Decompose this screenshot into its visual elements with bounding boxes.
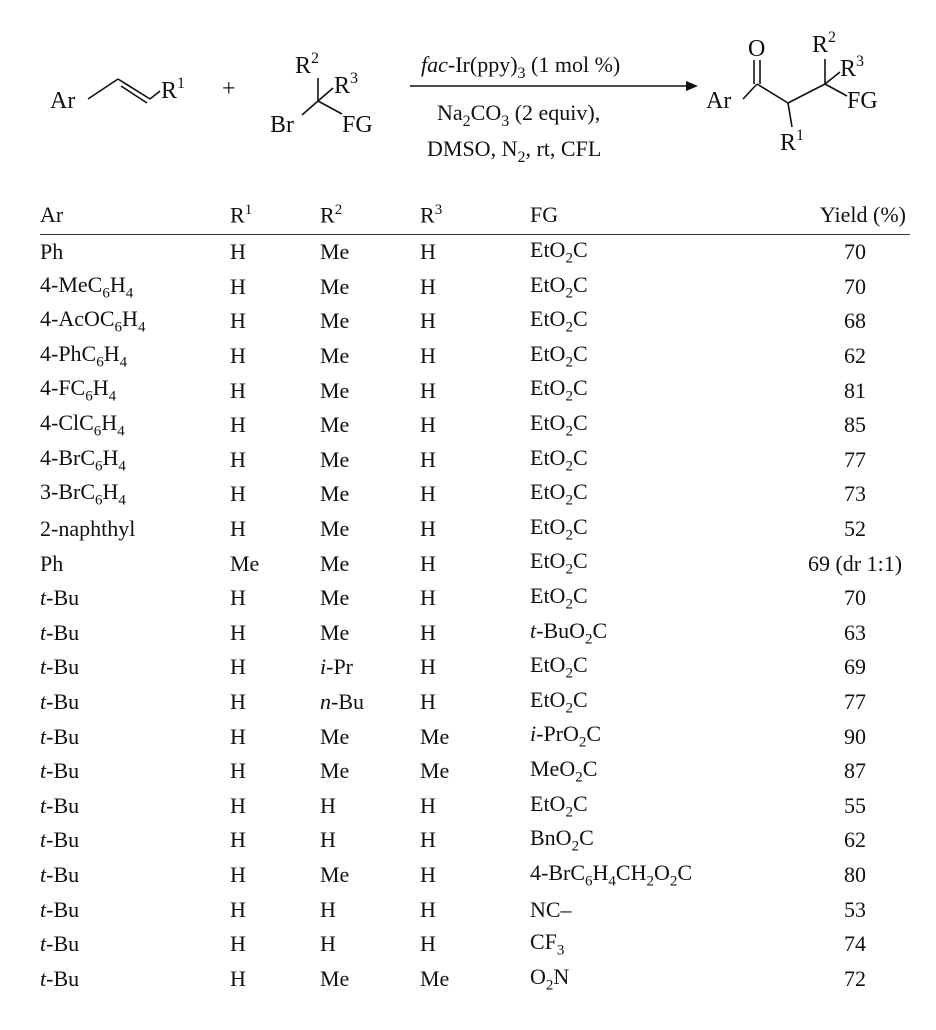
cell-yield: 87 <box>844 758 866 784</box>
cell-yield: 69 (dr 1:1) <box>807 550 903 576</box>
cell-yield: 55 <box>844 792 866 818</box>
cell-yield: 53 <box>844 896 866 922</box>
product-r2-label: $R^2$ <box>812 29 837 58</box>
table-row <box>40 477 910 512</box>
cell-r2: Me <box>320 861 350 887</box>
table-row <box>40 581 910 616</box>
condition-catalyst: fac-$Ir(ppy)_3$ (1 mol %) <box>421 52 621 82</box>
cell-ar: $4-FC_6H_4$ <box>40 375 117 405</box>
cell-ar: t-Bu <box>40 758 80 784</box>
cell-fg: BnO$_2$C <box>530 825 594 855</box>
cell-r3: Me <box>420 758 450 784</box>
cell-fg: EtO$_2$C <box>530 583 588 613</box>
results-table <box>40 196 910 996</box>
cell-r3: H <box>420 343 436 369</box>
product-r1-label: $R^1$ <box>780 127 805 156</box>
cell-r3: H <box>420 273 436 299</box>
cell-fg: EtO$_2$C <box>530 375 588 405</box>
cell-yield: 81 <box>844 377 866 403</box>
cell-ar: t-Bu <box>40 965 80 991</box>
cell-ar: t-Bu <box>40 689 80 715</box>
cell-r2: Me <box>320 308 350 334</box>
cell-yield: 70 <box>844 273 866 299</box>
cell-ar: $4-ClC_6H_4$ <box>40 410 125 440</box>
table-row <box>40 546 910 581</box>
cell-yield: 62 <box>844 343 866 369</box>
cell-ar: t-Bu <box>40 792 80 818</box>
table-row <box>40 823 910 858</box>
cell-r2: n-Bu <box>320 689 364 715</box>
product-bond-fg <box>825 84 847 96</box>
cell-yield: 90 <box>844 723 866 749</box>
table-row <box>40 443 910 478</box>
table-row <box>40 685 910 720</box>
cell-r2: H <box>320 827 336 853</box>
cell-r3: H <box>420 792 436 818</box>
cell-r1: H <box>230 377 246 403</box>
cell-yield: 77 <box>844 446 866 472</box>
cell-r2: Me <box>320 758 350 784</box>
cell-r2: Me <box>320 273 350 299</box>
cell-fg: EtO$_2$C <box>530 410 588 440</box>
cell-r2: Me <box>320 239 350 265</box>
cell-ar: $3-BrC_6H_4$ <box>40 479 126 509</box>
cell-r3: H <box>420 861 436 887</box>
results-table-wrapper <box>40 196 906 996</box>
cell-r3: H <box>420 377 436 403</box>
reaction-scheme <box>0 0 936 195</box>
table-row <box>40 235 910 270</box>
table-row <box>40 616 910 651</box>
table-header-row <box>40 196 910 235</box>
product-bond-ar <box>743 84 757 99</box>
cell-r1: H <box>230 792 246 818</box>
cell-yield: 70 <box>844 239 866 265</box>
cell-r2: i-Pr <box>320 654 354 680</box>
alkene-r1-label: $R^1$ <box>161 75 186 104</box>
product-bond-cb <box>788 84 825 103</box>
cell-r2: Me <box>320 516 350 542</box>
product-o-label: O <box>748 36 766 62</box>
cell-fg: i-PrO$_2$C <box>530 721 602 751</box>
cell-ar: 2-naphthyl <box>40 516 136 542</box>
cell-r3: H <box>420 550 436 576</box>
cell-r3: H <box>420 446 436 472</box>
cell-yield: 85 <box>844 412 866 438</box>
table-row <box>40 892 910 927</box>
table-row <box>40 339 910 374</box>
cell-r2: Me <box>320 343 350 369</box>
cell-r1: H <box>230 273 246 299</box>
cell-r1: H <box>230 585 246 611</box>
bromide-bond-fg <box>318 101 342 114</box>
product-r3-label: $R^3$ <box>840 53 865 82</box>
reaction-arrow-head <box>686 81 698 91</box>
table-row <box>40 650 910 685</box>
cell-ar: t-Bu <box>40 931 80 957</box>
alkene-ar-label: Ar <box>50 88 76 114</box>
table-row <box>40 270 910 305</box>
cell-fg: $4-BrC_6H_4CH_2O_2C$ <box>530 859 693 890</box>
header-r2: $R^2$ <box>320 201 343 228</box>
cell-fg: NC– <box>530 896 572 922</box>
cell-r3: H <box>420 308 436 334</box>
cell-r1: H <box>230 723 246 749</box>
cell-r1: H <box>230 931 246 957</box>
cell-ar: t-Bu <box>40 585 80 611</box>
bromide-fg-label: FG <box>342 112 373 138</box>
product-structure <box>706 29 878 156</box>
header-yield: Yield (%) <box>819 202 906 227</box>
header-ar: Ar <box>40 202 64 227</box>
cell-yield: 72 <box>844 965 866 991</box>
bromide-bond-br <box>302 101 318 115</box>
cell-r2: Me <box>320 585 350 611</box>
cell-r1: H <box>230 343 246 369</box>
product-bond-ca <box>757 84 788 103</box>
cell-fg: EtO$_2$C <box>530 237 588 267</box>
table-row <box>40 512 910 547</box>
cell-r2: H <box>320 931 336 957</box>
cell-fg: t-BuO$_2$C <box>530 617 608 648</box>
condition-base: $Na_2CO_3$ (2 equiv), <box>437 100 601 130</box>
reaction-conditions <box>410 52 698 166</box>
cell-r3: H <box>420 654 436 680</box>
cell-r2: Me <box>320 412 350 438</box>
cell-ar: t-Bu <box>40 723 80 749</box>
cell-fg: EtO$_2$C <box>530 548 588 578</box>
cell-r2: H <box>320 792 336 818</box>
product-bond-r3 <box>825 72 840 84</box>
cell-yield: 52 <box>844 516 866 542</box>
cell-fg: $O_2N$ <box>530 963 570 993</box>
cell-yield: 70 <box>844 585 866 611</box>
cell-fg: $CF_3$ <box>530 928 565 959</box>
cell-fg: EtO$_2$C <box>530 444 588 475</box>
cell-r2: Me <box>320 377 350 403</box>
cell-r1: H <box>230 861 246 887</box>
cell-r2: Me <box>320 965 350 991</box>
table-row <box>40 719 910 754</box>
cell-ar: $4-AcOC_6H_4$ <box>40 306 146 336</box>
table-row <box>40 373 910 408</box>
condition-solvent: DMSO, $N_2$, rt, CFL <box>427 136 602 166</box>
cell-r2: Me <box>320 550 350 576</box>
cell-r3: H <box>420 896 436 922</box>
product-bond-r1 <box>788 103 792 127</box>
cell-ar: $4-PhC_6H_4$ <box>40 340 128 371</box>
alkene-double-bond <box>118 79 150 99</box>
cell-r1: H <box>230 308 246 334</box>
cell-r1: H <box>230 516 246 542</box>
cell-r2: Me <box>320 723 350 749</box>
cell-r3: H <box>420 689 436 715</box>
cell-r3: Me <box>420 723 450 749</box>
cell-r1: Me <box>230 550 260 576</box>
cell-yield: 69 <box>844 654 866 680</box>
cell-yield: 77 <box>844 689 866 715</box>
cell-r1: H <box>230 758 246 784</box>
cell-fg: MeO$_2$C <box>530 756 598 786</box>
table-row <box>40 789 910 824</box>
cell-ar: $4-MeC_6H_4$ <box>40 271 134 302</box>
cell-r3: H <box>420 619 436 645</box>
table-row <box>40 408 910 443</box>
cell-r3: H <box>420 516 436 542</box>
table-row <box>40 927 910 962</box>
alkene-reactant <box>50 75 185 114</box>
cell-r3: H <box>420 412 436 438</box>
cell-r3: H <box>420 585 436 611</box>
cell-ar: t-Bu <box>40 896 80 922</box>
table-row <box>40 754 910 789</box>
cell-ar: t-Bu <box>40 619 80 645</box>
table-row <box>40 304 910 339</box>
header-fg: FG <box>530 202 559 227</box>
cell-r1: H <box>230 619 246 645</box>
cell-r2: Me <box>320 619 350 645</box>
cell-r3: H <box>420 931 436 957</box>
plus-sign: + <box>222 76 236 102</box>
cell-yield: 63 <box>844 619 866 645</box>
alkene-bond-2 <box>150 91 160 99</box>
cell-ar: Ph <box>40 550 64 576</box>
header-r1: $R^1$ <box>230 201 253 228</box>
cell-fg: EtO$_2$C <box>530 479 588 509</box>
cell-r3: Me <box>420 965 450 991</box>
cell-yield: 80 <box>844 861 866 887</box>
cell-ar: $4-BrC_6H_4$ <box>40 444 126 475</box>
cell-ar: Ph <box>40 239 64 265</box>
cell-fg: EtO$_2$C <box>530 306 588 336</box>
table-row <box>40 961 910 996</box>
cell-ar: t-Bu <box>40 861 80 887</box>
cell-r1: H <box>230 896 246 922</box>
cell-ar: t-Bu <box>40 654 80 680</box>
cell-fg: EtO$_2$C <box>530 513 588 544</box>
bromide-bond-r3 <box>318 88 333 101</box>
cell-r1: H <box>230 412 246 438</box>
product-ar-label: Ar <box>706 88 732 114</box>
cell-r1: H <box>230 965 246 991</box>
cell-r3: H <box>420 239 436 265</box>
cell-r3: H <box>420 481 436 507</box>
bromide-br-label: Br <box>270 112 294 138</box>
cell-fg: EtO$_2$C <box>530 686 588 717</box>
bromide-r2-label: $R^2$ <box>295 50 320 79</box>
cell-yield: 62 <box>844 827 866 853</box>
cell-fg: EtO$_2$C <box>530 790 588 820</box>
bromide-reactant <box>270 50 373 138</box>
product-fg-label: FG <box>847 88 878 114</box>
cell-r1: H <box>230 239 246 265</box>
cell-r1: H <box>230 481 246 507</box>
cell-r3: H <box>420 827 436 853</box>
cell-yield: 74 <box>844 931 866 957</box>
cell-r2: H <box>320 896 336 922</box>
table-body <box>40 235 910 997</box>
cell-ar: t-Bu <box>40 827 80 853</box>
alkene-bond-1 <box>88 79 118 99</box>
cell-fg: EtO$_2$C <box>530 271 588 302</box>
cell-r1: H <box>230 654 246 680</box>
cell-r2: Me <box>320 481 350 507</box>
cell-r1: H <box>230 689 246 715</box>
bromide-r3-label: $R^3$ <box>334 70 359 99</box>
cell-r1: H <box>230 827 246 853</box>
cell-yield: 68 <box>844 308 866 334</box>
cell-r2: Me <box>320 446 350 472</box>
cell-yield: 73 <box>844 481 866 507</box>
cell-fg: EtO$_2$C <box>530 652 588 682</box>
cell-r1: H <box>230 446 246 472</box>
header-r3: $R^3$ <box>420 201 443 228</box>
cell-fg: EtO$_2$C <box>530 340 588 371</box>
table-row <box>40 858 910 893</box>
